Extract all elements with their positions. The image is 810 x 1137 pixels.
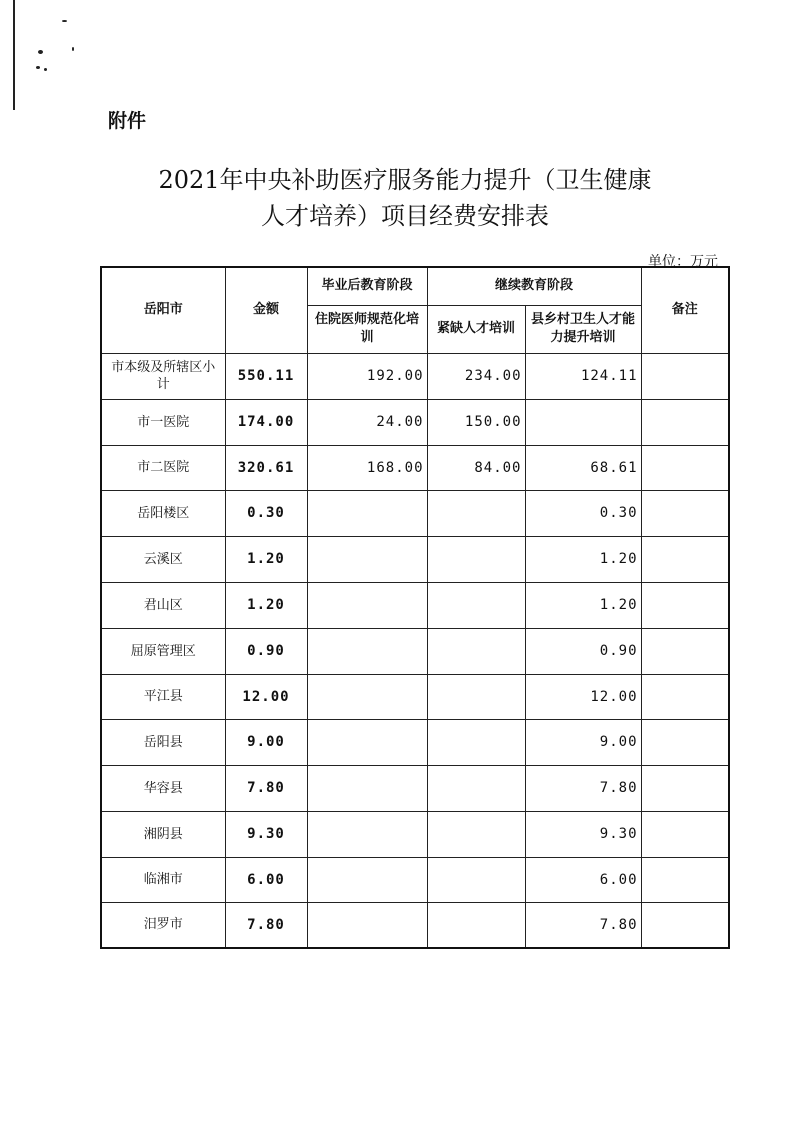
shortage-cell [427,811,525,857]
table-row [101,536,729,582]
title-line-2: 人才培养）项目经费安排表 [261,202,549,230]
table-row [101,902,729,948]
region-name-cell: 市二医院 [101,445,225,490]
region-name-cell: 市本级及所辖区小计 [101,353,225,399]
table-row [101,674,729,719]
remarks-cell [641,536,729,582]
funding-table [100,266,730,949]
header-amount: 金额 [225,267,307,353]
header-region: 岳阳市 [101,267,225,353]
amount-cell: 0.30 [225,490,307,536]
region-name-cell: 君山区 [101,582,225,628]
table-row [101,490,729,536]
shortage-cell [427,674,525,719]
remarks-cell [641,445,729,490]
residency-cell [307,490,427,536]
table-row [101,857,729,902]
amount-cell: 6.00 [225,857,307,902]
amount-cell: 7.80 [225,765,307,811]
rural-cell: 0.90 [525,628,641,674]
amount-cell: 9.30 [225,811,307,857]
table-row [101,353,729,399]
table-row [101,399,729,445]
remarks-cell [641,811,729,857]
remarks-cell [641,674,729,719]
table-row [101,765,729,811]
shortage-cell [427,628,525,674]
amount-cell: 174.00 [225,399,307,445]
scan-speck [44,68,47,71]
amount-cell: 9.00 [225,719,307,765]
residency-cell: 192.00 [307,353,427,399]
amount-cell: 550.11 [225,353,307,399]
rural-cell [525,399,641,445]
residency-cell [307,674,427,719]
residency-cell [307,857,427,902]
residency-cell [307,536,427,582]
table-row [101,719,729,765]
scan-edge-line [13,0,15,110]
remarks-cell [641,719,729,765]
shortage-cell [427,902,525,948]
attachment-label: 附件 [108,110,147,132]
header-shortage-training: 紧缺人才培训 [427,305,525,353]
header-row-1 [101,267,729,305]
amount-cell: 7.80 [225,902,307,948]
header-remarks: 备注 [641,267,729,353]
rural-cell: 1.20 [525,536,641,582]
header-postgrad-stage: 毕业后教育阶段 [307,267,427,305]
header-continuing-stage: 继续教育阶段 [427,267,641,305]
table-row [101,582,729,628]
residency-cell [307,765,427,811]
scan-speck [72,47,74,51]
shortage-cell [427,536,525,582]
title-line-1: 2021年中央补助医疗服务能力提升（卫生健康 [158,166,652,194]
scan-speck [36,66,40,69]
region-name-cell: 岳阳县 [101,719,225,765]
table-row [101,628,729,674]
remarks-cell [641,765,729,811]
shortage-cell [427,490,525,536]
amount-cell: 1.20 [225,582,307,628]
table-body [101,353,729,948]
header-rural-training: 县乡村卫生人才能力提升培训 [525,305,641,353]
remarks-cell [641,353,729,399]
table-row [101,445,729,490]
document-title [0,162,810,234]
remarks-cell [641,902,729,948]
remarks-cell [641,582,729,628]
remarks-cell [641,490,729,536]
region-name-cell: 华容县 [101,765,225,811]
unit-label: 单位：万元 [648,254,718,270]
residency-cell [307,582,427,628]
shortage-cell [427,857,525,902]
rural-cell: 9.30 [525,811,641,857]
region-name-cell: 临湘市 [101,857,225,902]
shortage-cell: 84.00 [427,445,525,490]
region-name-cell: 湘阴县 [101,811,225,857]
residency-cell [307,811,427,857]
rural-cell: 0.30 [525,490,641,536]
region-name-cell: 平江县 [101,674,225,719]
rural-cell: 68.61 [525,445,641,490]
shortage-cell: 234.00 [427,353,525,399]
region-name-cell: 岳阳楼区 [101,490,225,536]
region-name-cell: 市一医院 [101,399,225,445]
residency-cell [307,719,427,765]
shortage-cell: 150.00 [427,399,525,445]
header-residency-training: 住院医师规范化培训 [307,305,427,353]
rural-cell: 7.80 [525,765,641,811]
shortage-cell [427,765,525,811]
residency-cell: 168.00 [307,445,427,490]
remarks-cell [641,628,729,674]
rural-cell: 9.00 [525,719,641,765]
scan-speck [38,50,43,54]
residency-cell [307,628,427,674]
shortage-cell [427,582,525,628]
rural-cell: 124.11 [525,353,641,399]
residency-cell: 24.00 [307,399,427,445]
scan-speck [62,20,67,22]
rural-cell: 7.80 [525,902,641,948]
region-name-cell: 屈原管理区 [101,628,225,674]
remarks-cell [641,857,729,902]
table-row [101,811,729,857]
rural-cell: 6.00 [525,857,641,902]
rural-cell: 1.20 [525,582,641,628]
amount-cell: 12.00 [225,674,307,719]
region-name-cell: 云溪区 [101,536,225,582]
amount-cell: 0.90 [225,628,307,674]
region-name-cell: 汨罗市 [101,902,225,948]
shortage-cell [427,719,525,765]
residency-cell [307,902,427,948]
amount-cell: 1.20 [225,536,307,582]
remarks-cell [641,399,729,445]
rural-cell: 12.00 [525,674,641,719]
amount-cell: 320.61 [225,445,307,490]
